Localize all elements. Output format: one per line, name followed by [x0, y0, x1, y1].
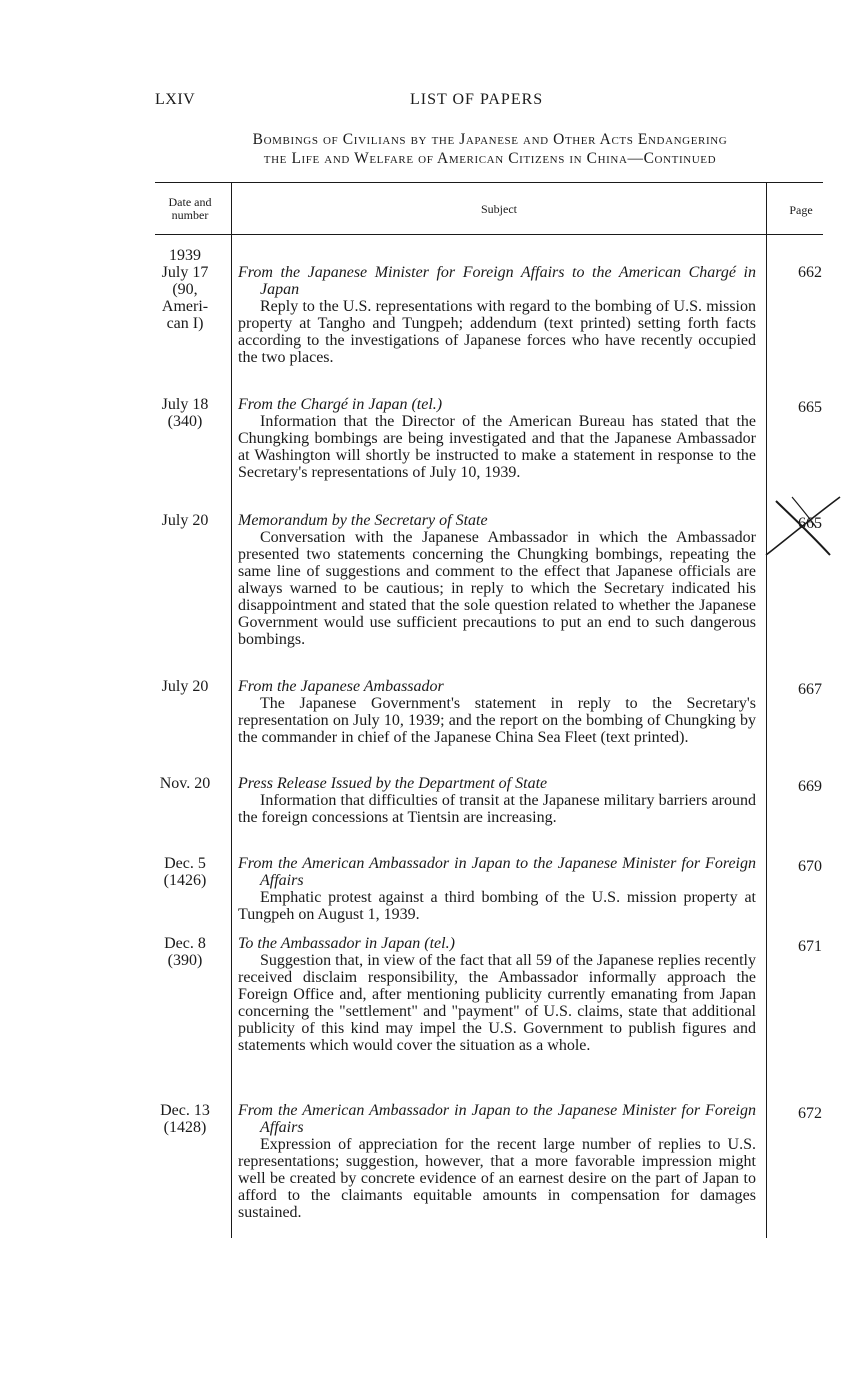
entry-page: 669 — [798, 778, 822, 795]
entry-summary: Information that the Director of the American Bureau has stated that the Chungking bombings are being investigated and that the Japanese Ambassador at Washington will shortly be instructed to make a statement in response to the Secretary's representations of July 10, 1939. — [238, 413, 756, 481]
entry-date: Nov. 20 — [159, 775, 211, 792]
entry-summary: Reply to the U.S. representations with regard to the bombing of U.S. mission property at Tangho and Tungpeh; addendum (text printed) setting forth facts according to the investigations of Japanese forces who have recently occupied the two places. — [238, 298, 756, 366]
entry-date: Dec. 5 (1426) — [163, 855, 207, 889]
section-title-line-1: Bombings of Civilians by the Japanese and Other Acts Endangering — [252, 131, 728, 148]
entry-heading: To the Ambassador in Japan (tel.) — [238, 935, 455, 952]
entry-heading: Memorandum by the Secretary of State — [238, 512, 488, 529]
date-column-divider — [231, 183, 232, 1238]
entry-summary: The Japanese Government's statement in reply to the Secretary's representation on July 10, 1939; and the report on the bombing of Chungking by the commander in chief of the Japanese China Sea Fleet (text printed). — [238, 695, 756, 746]
entry-heading: From the Japanese Ambassador — [238, 678, 444, 695]
column-header-subject: Subject — [481, 202, 517, 216]
entry-summary: Suggestion that, in view of the fact that all 59 of the Japanese replies recently received disclaim responsibility, the Ambassador informally approach the Foreign Office and, after mentioning publicity currently emanating from Japan concerning the "settlement" and "payment" of U.S. claims, state that additional publicity of this kind may impel the U.S. Government to publish figures and statements which would cover the situation as a whole. — [238, 952, 756, 1054]
entry-summary: Expression of appreciation for the recent large number of replies to U.S. representations; suggestion, however, that a more favorable impression might well be created by concrete evidence of an earnest desire on the part of Japan to afford to the claimants equitable amounts in compensation for damages sustained. — [238, 1136, 756, 1221]
column-header-date: Date and number — [168, 195, 212, 222]
section-title-line-2: the Life and Welfare of American Citizens in China—Continued — [263, 150, 717, 167]
page-number: LXIV — [155, 91, 196, 108]
entry-heading: From the Japanese Minister for Foreign Affairs to the American Chargé in Japan — [238, 264, 756, 298]
entry-date: 1939 July 17 (90, Ameri- can I) — [161, 247, 209, 332]
entry-summary: Information that difficulties of transit at the Japanese military barriers around the foreign concessions at Tientsin are increasing. — [238, 792, 756, 826]
entry-date: July 20 — [161, 678, 209, 695]
entry-date: July 20 — [161, 512, 209, 529]
entry-page: 665 — [798, 399, 822, 416]
entry-date: Dec. 8 (390) — [164, 935, 206, 969]
entry-page: 671 — [798, 938, 822, 955]
entry-summary: Emphatic protest against a third bombing of the U.S. mission property at Tungpeh on August 1, 1939. — [238, 889, 756, 923]
entry-heading: From the American Ambassador in Japan to the Japanese Minister for Foreign Affairs — [238, 1102, 756, 1136]
header-bottom-rule — [155, 234, 823, 235]
table-top-rule — [155, 182, 823, 183]
entry-page: 672 — [798, 1105, 822, 1122]
entry-page: 670 — [798, 858, 822, 875]
entry-page: 665 — [798, 515, 822, 532]
entry-page: 662 — [798, 264, 822, 281]
section-title — [150, 130, 830, 168]
handwritten-cross-out-mark — [762, 495, 842, 565]
entry-date: July 18 (340) — [161, 396, 209, 430]
entry-summary: Conversation with the Japanese Ambassador in which the Ambassador presented two statements concerning the Chungking bombings, repeating the same line of suggestions and comment to the effect that Japanese officials are always warned to be cautious; in reply to which the Secretary indicated his disappointment and stated that the sole question related to whether the Japanese Government would use sufficient precautions to put an end to such dangerous bombings. — [238, 529, 756, 648]
column-header-page: Page — [789, 203, 813, 217]
entry-heading: From the American Ambassador in Japan to the Japanese Minister for Foreign Affairs — [238, 855, 756, 889]
running-head: LIST OF PAPERS — [410, 91, 544, 108]
entry-page: 667 — [798, 681, 822, 698]
page-column-divider — [766, 183, 767, 1238]
entry-date: Dec. 13 (1428) — [160, 1102, 210, 1136]
entry-heading: From the Chargé in Japan (tel.) — [238, 396, 443, 413]
entry-heading: Press Release Issued by the Department of State — [238, 775, 548, 792]
